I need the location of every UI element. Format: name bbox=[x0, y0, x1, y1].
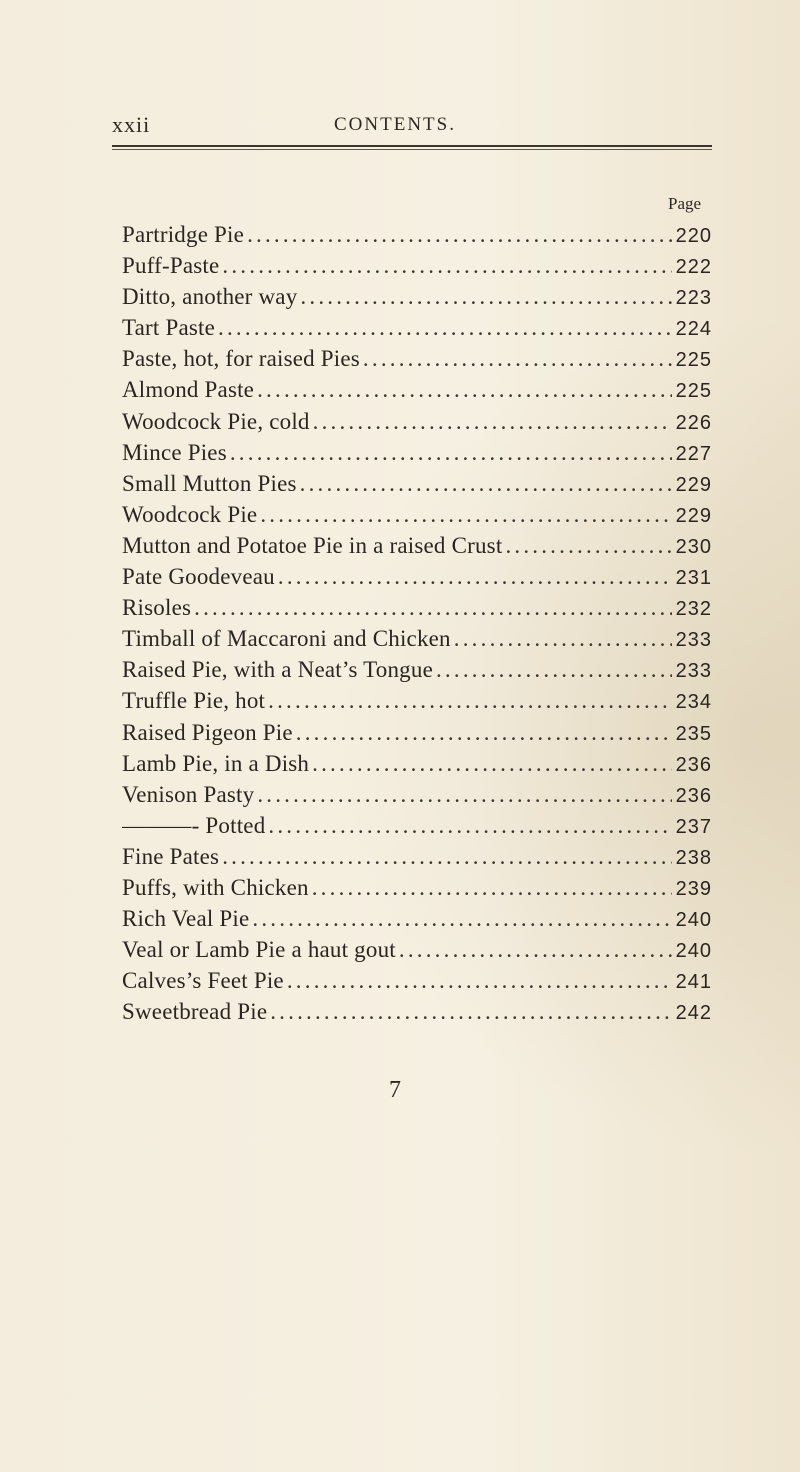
entry-title: Small Mutton Pies bbox=[122, 470, 297, 496]
entry-title: Pate Goodeveau bbox=[122, 564, 275, 590]
entry-page-number: 226 bbox=[675, 411, 712, 434]
page-header bbox=[110, 108, 720, 138]
header-rule-thick bbox=[112, 145, 712, 147]
entry-title: Truffle Pie, hot bbox=[122, 688, 266, 714]
entry-title: Fine Pates bbox=[122, 843, 220, 869]
entry-page-number: 238 bbox=[675, 846, 712, 869]
dot-leader bbox=[313, 406, 672, 437]
entry-page-number: 230 bbox=[675, 535, 712, 558]
entry-title: Almond Paste bbox=[122, 377, 255, 403]
entry-title: Raised Pie, with a Neat’s Tongue bbox=[122, 657, 433, 683]
contents-entry bbox=[122, 592, 712, 623]
entry-page-number: 223 bbox=[675, 287, 712, 310]
entry-title: Puffs, with Chicken bbox=[122, 874, 309, 900]
entry-title: Tart Paste bbox=[122, 315, 216, 341]
dot-leader bbox=[454, 623, 672, 654]
entry-title: Puff-Paste bbox=[122, 253, 220, 279]
contents-entry bbox=[122, 717, 712, 748]
header-rule bbox=[112, 145, 712, 150]
entry-page-number: 236 bbox=[675, 784, 712, 807]
dot-leader bbox=[270, 996, 671, 1027]
entry-title: ———- Potted bbox=[122, 812, 266, 838]
entry-title: Calves’s Feet Pie bbox=[122, 968, 284, 994]
entry-title: Risoles bbox=[122, 595, 192, 621]
page-folio: xxii bbox=[112, 112, 151, 137]
contents-entry bbox=[122, 841, 712, 872]
dot-leader bbox=[436, 654, 672, 685]
dot-leader bbox=[312, 748, 671, 779]
dot-leader bbox=[300, 281, 671, 312]
contents-entry bbox=[122, 934, 712, 965]
entry-title: Mutton and Potatoe Pie in a raised Crust bbox=[122, 532, 503, 558]
contents-entry bbox=[122, 374, 712, 405]
contents-entry bbox=[122, 996, 712, 1027]
contents-entry bbox=[122, 219, 712, 250]
dot-leader bbox=[312, 872, 672, 903]
dot-leader bbox=[260, 499, 671, 530]
running-head: CONTENTS. bbox=[334, 114, 456, 135]
dot-leader bbox=[268, 810, 671, 841]
dot-leader bbox=[296, 717, 672, 748]
entry-page-number: 237 bbox=[675, 815, 712, 838]
header-rule-thin bbox=[112, 149, 712, 150]
contents-entry bbox=[122, 623, 712, 654]
entry-page-number: 225 bbox=[675, 380, 712, 403]
dot-leader bbox=[399, 934, 672, 965]
entry-page-number: 239 bbox=[675, 877, 712, 900]
dot-leader bbox=[257, 779, 671, 810]
entry-page-number: 241 bbox=[675, 971, 712, 994]
entry-page-number: 227 bbox=[675, 442, 712, 465]
contents-entry bbox=[122, 499, 712, 530]
contents-entry bbox=[122, 530, 712, 561]
entry-title: Lamb Pie, in a Dish bbox=[122, 750, 310, 776]
entry-page-number: 235 bbox=[675, 722, 712, 745]
contents-entry bbox=[122, 685, 712, 716]
entry-page-number: 232 bbox=[675, 598, 712, 621]
entry-page-number: 229 bbox=[675, 504, 712, 527]
entry-title: Raised Pigeon Pie bbox=[122, 719, 293, 745]
dot-leader bbox=[257, 374, 672, 405]
dot-leader bbox=[505, 530, 671, 561]
entry-page-number: 225 bbox=[675, 349, 712, 372]
contents-entry bbox=[122, 810, 712, 841]
dot-leader bbox=[363, 343, 672, 374]
entry-title: Veal or Lamb Pie a haut gout bbox=[122, 937, 396, 963]
contents-entry bbox=[122, 903, 712, 934]
dot-leader bbox=[194, 592, 671, 623]
contents-entry bbox=[122, 437, 712, 468]
dot-leader bbox=[230, 437, 672, 468]
contents-entry bbox=[122, 779, 712, 810]
contents-entry bbox=[122, 654, 712, 685]
contents-entry bbox=[122, 406, 712, 437]
entry-page-number: 233 bbox=[675, 629, 712, 652]
entry-title: Ditto, another way bbox=[122, 284, 298, 310]
contents-list bbox=[122, 219, 712, 1027]
entry-page-number: 231 bbox=[675, 567, 712, 590]
entry-title: Mince Pies bbox=[122, 439, 227, 465]
entry-page-number: 234 bbox=[675, 691, 712, 714]
entry-page-number: 233 bbox=[675, 660, 712, 683]
entry-page-number: 240 bbox=[675, 909, 712, 932]
contents-entry bbox=[122, 561, 712, 592]
dot-leader bbox=[268, 685, 671, 716]
entry-title: Venison Pasty bbox=[122, 781, 255, 807]
entry-title: Partridge Pie bbox=[122, 222, 245, 247]
contents-entry bbox=[122, 250, 712, 281]
entry-title: Rich Veal Pie bbox=[122, 906, 250, 932]
contents-entry bbox=[122, 748, 712, 779]
entry-page-number: 242 bbox=[675, 1002, 712, 1025]
entry-title: Timball of Maccaroni and Chicken bbox=[122, 626, 451, 652]
entry-page-number: 222 bbox=[675, 256, 712, 279]
dot-leader bbox=[218, 312, 672, 343]
entry-page-number: 236 bbox=[675, 753, 712, 776]
dot-leader bbox=[222, 250, 671, 281]
entry-page-number: 240 bbox=[675, 940, 712, 963]
page-column-label: Page bbox=[668, 194, 702, 213]
dot-leader bbox=[247, 219, 672, 250]
contents-entry bbox=[122, 343, 712, 374]
entry-page-number: 220 bbox=[675, 225, 712, 247]
entry-title: Paste, hot, for raised Pies bbox=[122, 346, 360, 372]
entry-title: Sweetbread Pie bbox=[122, 999, 268, 1025]
dot-leader bbox=[278, 561, 672, 592]
dot-leader bbox=[252, 903, 671, 934]
entry-title: Woodcock Pie, cold bbox=[122, 408, 310, 434]
entry-page-number: 229 bbox=[675, 473, 712, 496]
contents-entry bbox=[122, 281, 712, 312]
dot-leader bbox=[222, 841, 671, 872]
entry-title: Woodcock Pie bbox=[122, 501, 258, 527]
contents-entry bbox=[122, 468, 712, 499]
dot-leader bbox=[300, 468, 672, 499]
dot-leader bbox=[287, 965, 672, 996]
contents-entry bbox=[122, 965, 712, 996]
contents-entry bbox=[122, 312, 712, 343]
entry-page-number: 224 bbox=[675, 318, 712, 341]
contents-entry bbox=[122, 872, 712, 903]
signature-mark: 7 bbox=[389, 1077, 401, 1103]
